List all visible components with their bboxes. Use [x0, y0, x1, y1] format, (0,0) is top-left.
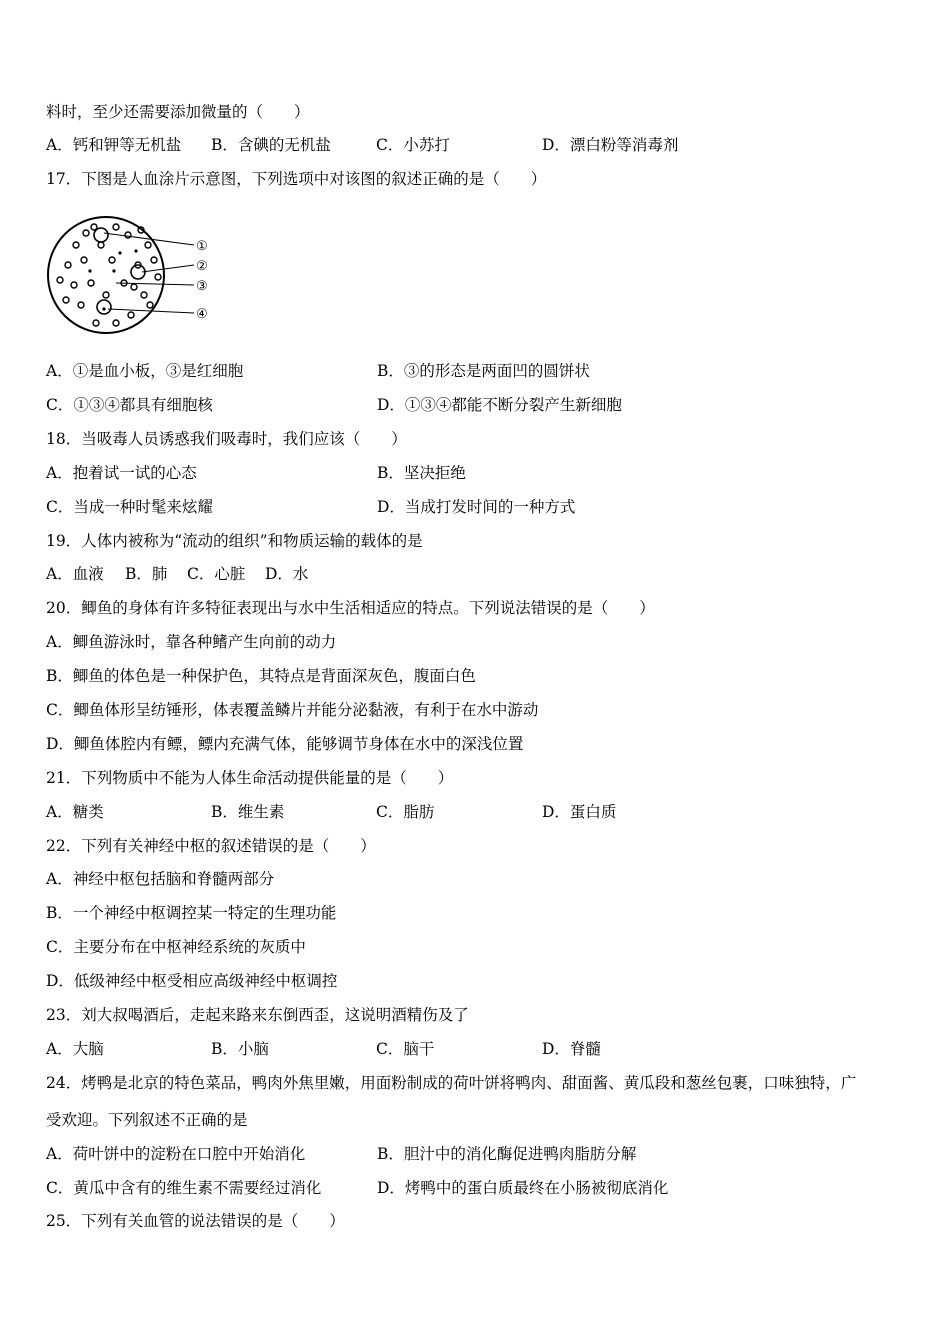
option-c: C．黄瓜中含有的维生素不需要经过消化: [46, 1179, 322, 1197]
option-d: D．漂白粉等消毒剂: [542, 136, 679, 154]
option-d: D．烤鸭中的蛋白质最终在小肠被彻底消化: [377, 1179, 669, 1197]
platelets: [88, 249, 137, 310]
option-c: C．①③④都具有细胞核: [46, 396, 213, 414]
option-d: D．水: [265, 565, 309, 583]
question-21-stem: 21．下列物质中不能为人体生命活动提供能量的是（ ）: [46, 769, 454, 787]
question-20-option-d: D．鲫鱼体腔内有鳔，鳔内充满气体，能够调节身体在水中的深浅位置: [46, 735, 524, 753]
option-b: B．肺: [125, 565, 168, 583]
pointer-lines: [104, 233, 194, 313]
option-d: D．①③④都能不断分裂产生新细胞: [377, 396, 622, 414]
question-17-options-row2: [46, 394, 622, 416]
question-17-options-row1: [46, 360, 590, 382]
option-b: B．含碘的无机盐: [211, 136, 331, 154]
option-a: A．糖类: [46, 803, 104, 821]
option-a: A．血液: [46, 565, 104, 583]
question-22-option-d: D．低级神经中枢受相应高级神经中枢调控: [46, 972, 338, 990]
question-20-option-a: A．鲫鱼游泳时，靠各种鳍产生向前的动力: [46, 633, 337, 651]
question-24-options-row1: [46, 1143, 636, 1165]
white-blood-cells: [94, 228, 145, 314]
question-19-stem: 19．人体内被称为“流动的组织”和物质运输的载体的是: [46, 532, 423, 550]
option-d: D．脊髓: [542, 1040, 601, 1058]
option-b: B．维生素: [211, 803, 285, 821]
label-4: ④: [196, 307, 208, 322]
option-c: C．脑干: [376, 1040, 435, 1058]
question-21-options: [46, 801, 616, 823]
question-20-option-b: B．鲫鱼的体色是一种保护色，其特点是背面深灰色，腹面白色: [46, 667, 476, 685]
option-c: C．当成一种时髦来炫耀: [46, 498, 213, 516]
question-22-option-a: A．神经中枢包括脑和脊髓两部分: [46, 870, 275, 888]
option-c: C．小苏打: [376, 136, 450, 154]
question-24-options-row2: [46, 1177, 668, 1199]
option-b: B．胆汁中的消化酶促进鸭肉脂肪分解: [377, 1145, 637, 1163]
question-24-stem-line2: 受欢迎。下列叙述不正确的是: [46, 1111, 248, 1129]
question-17-stem: 17．下图是人血涂片示意图，下列选项中对该图的叙述正确的是（ ）: [46, 170, 547, 188]
option-c: C．心脏: [187, 565, 246, 583]
option-a: A．大脑: [46, 1040, 104, 1058]
blood-smear-figure: [46, 205, 216, 345]
question-20-option-c: C．鲫鱼体形呈纺锤形，体表覆盖鳞片并能分泌黏液，有利于在水中游动: [46, 701, 539, 719]
option-b: B．坚决拒绝: [377, 464, 466, 482]
question-19-options: [46, 563, 308, 585]
question-16-options: [46, 134, 678, 156]
question-16-stem-fragment: 料时，至少还需要添加微量的（ ）: [46, 103, 310, 121]
option-a: A．抱着试一试的心态: [46, 464, 197, 482]
option-d: D．蛋白质: [542, 803, 617, 821]
question-18-stem: 18．当吸毒人员诱惑我们吸毒时，我们应该（ ）: [46, 430, 407, 448]
option-b: B．③的形态是两面凹的圆饼状: [377, 362, 590, 380]
question-22-option-c: C．主要分布在中枢神经系统的灰质中: [46, 938, 306, 956]
figure-labels: [196, 239, 208, 322]
question-23-stem: 23．刘大叔喝酒后，走起来路来东倒西歪，这说明酒精伤及了: [46, 1006, 469, 1024]
question-18-options-row2: [46, 496, 575, 518]
label-1: ①: [196, 239, 208, 254]
question-18-options-row1: [46, 462, 466, 484]
label-3: ③: [196, 279, 208, 294]
option-b: B．小脑: [211, 1040, 269, 1058]
option-a: A．①是血小板，③是红细胞: [46, 362, 244, 380]
option-d: D．当成打发时间的一种方式: [377, 498, 576, 516]
question-22-option-b: B．一个神经中枢调控某一特定的生理功能: [46, 904, 337, 922]
question-24-stem-line1: 24．烤鸭是北京的特色菜品，鸭肉外焦里嫩，用面粉制成的荷叶饼将鸭肉、甜面酱、黄瓜段和葱丝包裹，口味独特，广: [46, 1074, 857, 1092]
question-20-stem: 20．鲫鱼的身体有许多特征表现出与水中生活相适应的特点。下列说法错误的是（ ）: [46, 599, 655, 617]
question-25-stem: 25．下列有关血管的说法错误的是（ ）: [46, 1212, 345, 1230]
smear-circle: [48, 217, 164, 333]
option-a: A．钙和钾等无机盐: [46, 136, 182, 154]
option-c: C．脂肪: [376, 803, 435, 821]
label-2: ②: [196, 259, 208, 274]
question-23-options: [46, 1038, 601, 1060]
question-22-stem: 22．下列有关神经中枢的叙述错误的是（ ）: [46, 837, 376, 855]
option-a: A．荷叶饼中的淀粉在口腔中开始消化: [46, 1145, 306, 1163]
